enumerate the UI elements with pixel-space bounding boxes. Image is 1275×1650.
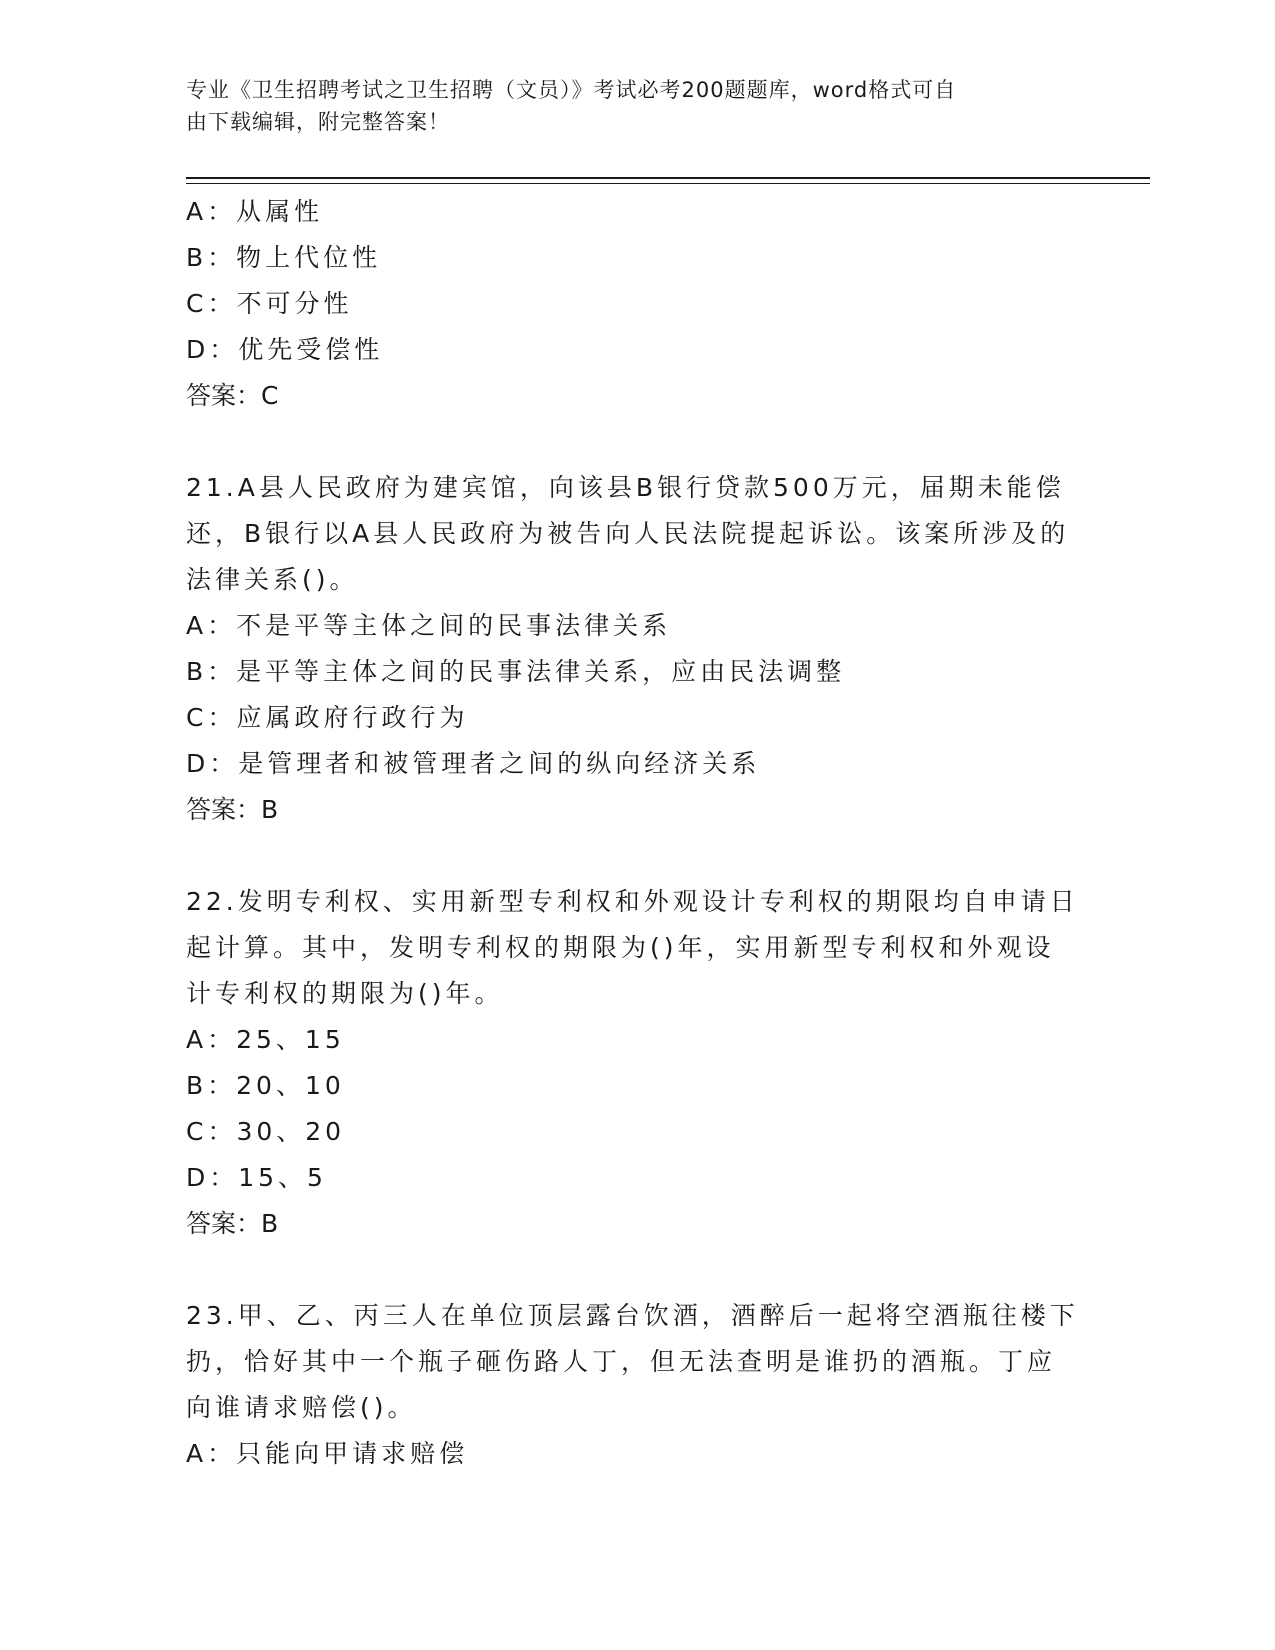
spacer: [186, 1247, 1086, 1293]
document-header: [186, 74, 1066, 138]
option-a: A：25、15: [186, 1025, 345, 1054]
answer-line: 答案：C: [186, 381, 279, 410]
option-a: A：不是平等主体之间的民事法律关系: [186, 611, 672, 640]
header-line-2: 由下载编辑，附完整答案！: [186, 110, 450, 134]
question-text-line: 向谁请求赔偿()。: [186, 1393, 417, 1422]
option-b: B：是平等主体之间的民事法律关系，应由民法调整: [186, 657, 846, 686]
option-d: D：优先受偿性: [186, 335, 384, 364]
header-line-1: 专业《卫生招聘考试之卫生招聘（文员）》考试必考200题题库，word格式可自: [186, 78, 957, 102]
spacer: [186, 419, 1086, 465]
header-rule-thin: [186, 183, 1150, 184]
spacer: [186, 833, 1086, 879]
question-text-line: 计专利权的期限为()年。: [186, 979, 504, 1008]
previous-question-tail: [186, 189, 1086, 419]
option-b: B：20、10: [186, 1071, 345, 1100]
option-d: D：是管理者和被管理者之间的纵向经济关系: [186, 749, 761, 778]
question-text-line: 扔，恰好其中一个瓶子砸伤路人丁，但无法查明是谁扔的酒瓶。丁应: [186, 1347, 1057, 1376]
answer-line: 答案：B: [186, 1209, 279, 1238]
question-22: [186, 879, 1086, 1247]
question-content: [186, 189, 1086, 1477]
question-text-line: 法律关系()。: [186, 565, 359, 594]
question-text-line: 21.A县人民政府为建宾馆，向该县B银行贷款500万元，届期未能偿: [186, 473, 1065, 502]
option-d: D：15、5: [186, 1163, 327, 1192]
answer-line: 答案：B: [186, 795, 279, 824]
option-c: C：30、20: [186, 1117, 346, 1146]
question-text-line: 23.甲、乙、丙三人在单位顶层露台饮酒，酒醉后一起将空酒瓶往楼下: [186, 1301, 1079, 1330]
question-text-line: 22.发明专利权、实用新型专利权和外观设计专利权的期限均自申请日: [186, 887, 1079, 916]
question-23: [186, 1293, 1086, 1477]
option-a: A：从属性: [186, 197, 324, 226]
option-a: A：只能向甲请求赔偿: [186, 1439, 469, 1468]
option-b: B：物上代位性: [186, 243, 382, 272]
option-c: C：应属政府行政行为: [186, 703, 469, 732]
question-21: [186, 465, 1086, 833]
option-c: C：不可分性: [186, 289, 353, 318]
header-rule-thick: [186, 177, 1150, 179]
question-text-line: 还，B银行以A县人民政府为被告向人民法院提起诉讼。该案所涉及的: [186, 519, 1070, 548]
question-text-line: 起计算。其中，发明专利权的期限为()年，实用新型专利权和外观设: [186, 933, 1055, 962]
